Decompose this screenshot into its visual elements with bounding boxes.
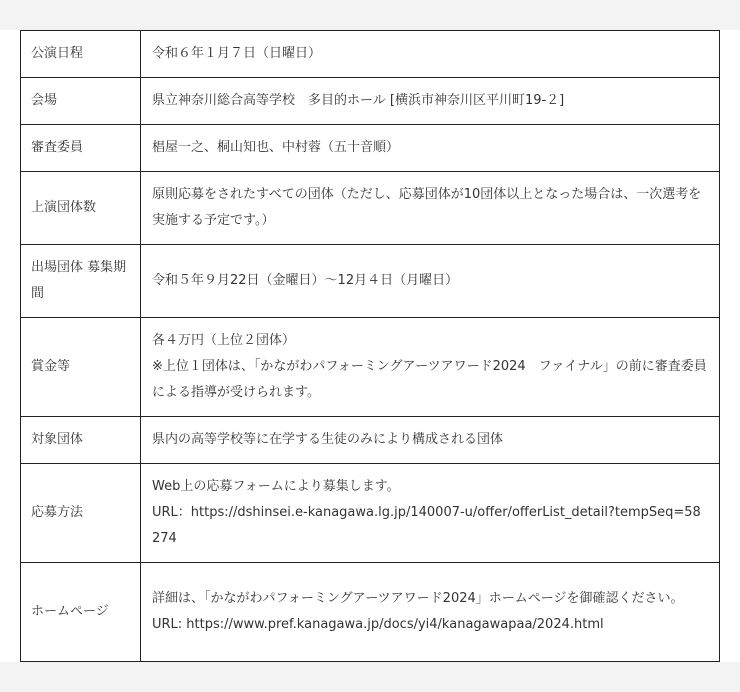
table-row (21, 125, 720, 172)
value-line: 令和６年１月７日（日曜日） (152, 46, 322, 61)
row-value (141, 172, 720, 245)
value-line: 令和５年９月22日（金曜日）～12月４日（月曜日） (152, 273, 459, 288)
value-line: 県立神奈川総合高等学校 多目的ホール [横浜市神奈川区平川町19-２] (152, 93, 565, 108)
row-value (141, 78, 720, 125)
row-label: 公演日程 (21, 31, 141, 78)
value-line: ※上位１団体は、「かながわパフォーミングアーツアワード2024 ファイナル」の前に審査委員による指導が受けられます。 (152, 359, 707, 400)
apply-url-link[interactable]: URL：https://dshinsei.e-kanagawa.lg.jp/140007-u/offer/offerList_detail?tempSeq=58274 (152, 505, 701, 546)
table-row (21, 245, 720, 318)
event-info-table (20, 30, 720, 662)
value-line: 椙屋一之、桐山知也、中村蓉（五十音順） (152, 140, 400, 155)
value-line: 県内の高等学校等に在学する生徒のみにより構成される団体 (152, 432, 504, 447)
homepage-url-link[interactable]: URL: https://www.pref.kanagawa.jp/docs/yi4/kanagawapaa/2024.html (152, 617, 604, 632)
table-row (21, 31, 720, 78)
row-label: 賞金等 (21, 318, 141, 417)
table-row (21, 563, 720, 662)
row-label: ホームページ (21, 563, 141, 662)
table-row (21, 172, 720, 245)
value-line: Web上の応募フォームにより募集します。 (152, 479, 400, 494)
row-value (141, 417, 720, 464)
row-value (141, 31, 720, 78)
row-value (141, 245, 720, 318)
value-line: 原則応募をされたすべての団体（ただし、応募団体が10団体以上となった場合は、一次選考を実施する予定です。） (152, 187, 702, 228)
page (0, 30, 740, 662)
row-value (141, 125, 720, 172)
value-line: 各４万円（上位２団体） (152, 333, 296, 348)
row-label: 上演団体数 (21, 172, 141, 245)
row-value (141, 464, 720, 563)
table-row (21, 464, 720, 563)
row-label: 審査委員 (21, 125, 141, 172)
row-label: 応募方法 (21, 464, 141, 563)
table-row (21, 417, 720, 464)
row-value (141, 318, 720, 417)
row-label: 出場団体 募集期間 (21, 245, 141, 318)
value-line: 詳細は、「かながわパフォーミングアーツアワード2024」ホームページを御確認ください。 (152, 591, 684, 606)
table-row (21, 318, 720, 417)
row-value (141, 563, 720, 662)
table-row (21, 78, 720, 125)
row-label: 会場 (21, 78, 141, 125)
row-label: 対象団体 (21, 417, 141, 464)
